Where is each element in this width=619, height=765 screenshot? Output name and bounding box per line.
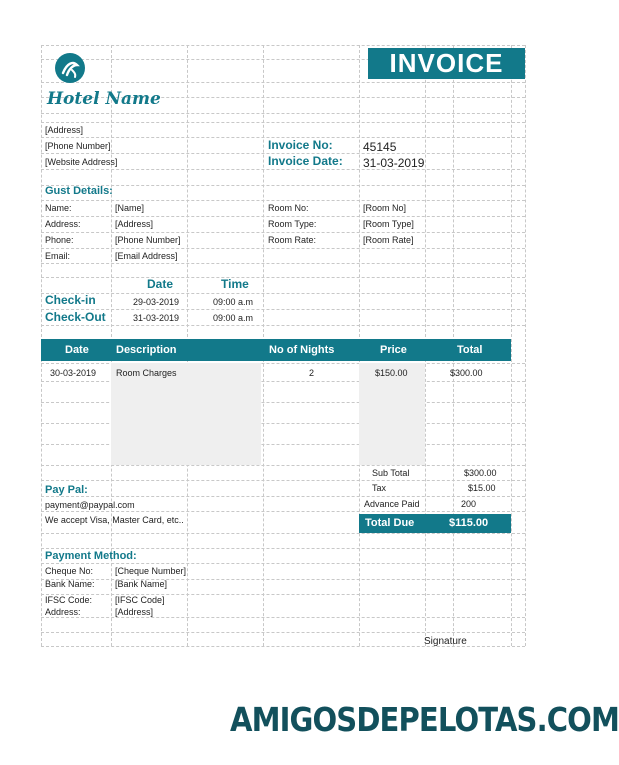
col-header-nights: No of Nights (269, 344, 335, 356)
tax-label: Tax (372, 483, 387, 493)
ifsc-value: [IFSC Code] (115, 595, 165, 605)
room-rate-value: [Room Rate] (363, 235, 414, 245)
row-price: $150.00 (375, 368, 408, 378)
col-header-price: Price (380, 344, 407, 356)
guest-address-label: Address: (45, 219, 81, 229)
col-header-total: Total (457, 344, 483, 356)
paypal-cards: We accept Visa, Master Card, etc.. (45, 515, 184, 525)
guest-email-label: Email: (45, 251, 71, 261)
cheque-value: [Cheque Number] (115, 566, 187, 576)
ifsc-label: IFSC Code: (45, 595, 93, 605)
paypal-email: payment@paypal.com (45, 500, 135, 510)
hotel-logo-icon (55, 53, 85, 83)
stay-date-header: Date (147, 277, 174, 291)
advance-paid-label: Advance Paid (364, 499, 420, 509)
hotel-name: Hotel Name (47, 89, 161, 109)
room-rate-label: Room Rate: (268, 235, 317, 245)
guest-phone-value: [Phone Number] (115, 235, 181, 245)
watermark-text: AMIGOSDEPELOTAS.COM (230, 700, 619, 739)
cheque-label: Cheque No: (45, 566, 94, 576)
guest-details-title: Gust Details: (45, 185, 113, 197)
row-description: Room Charges (116, 368, 177, 378)
subtotal-label: Sub Total (372, 468, 410, 478)
stay-time-header: Time (221, 277, 249, 291)
row-total: $300.00 (450, 368, 483, 378)
payment-address-value: [Address] (115, 607, 154, 617)
room-type-value: [Room Type] (363, 219, 414, 229)
hotel-phone: [Phone Number] (45, 141, 111, 151)
paypal-title: Pay Pal: (45, 484, 88, 496)
total-due-bar (359, 514, 511, 533)
hotel-website: [Website Address] (45, 157, 118, 167)
checkout-time: 09:00 a.m (213, 313, 254, 323)
room-type-label: Room Type: (268, 219, 317, 229)
payment-method-title: Payment Method: (45, 550, 137, 562)
row-date: 30-03-2019 (50, 368, 97, 378)
invoice-sheet (41, 45, 525, 646)
invoice-date-label: Invoice Date: (268, 154, 343, 168)
invoice-title: INVOICE (368, 48, 525, 79)
guest-address-value: [Address] (115, 219, 154, 229)
advance-paid-value: 200 (461, 499, 477, 509)
checkout-label: Check-Out (45, 310, 106, 324)
payment-address-label: Address: (45, 607, 81, 617)
invoice-no-label: Invoice No: (268, 138, 333, 152)
row-nights: 2 (309, 368, 315, 378)
signature-label: Signature (424, 636, 467, 647)
guest-email-value: [Email Address] (115, 251, 178, 261)
hotel-address: [Address] (45, 125, 84, 135)
checkin-date: 29-03-2019 (133, 297, 180, 307)
items-table-header (41, 339, 511, 361)
col-header-description: Description (116, 344, 177, 356)
guest-name-label: Name: (45, 203, 72, 213)
guest-phone-label: Phone: (45, 235, 74, 245)
invoice-date-value: 31-03-2019 (363, 156, 425, 170)
total-due-value: $115.00 (449, 517, 489, 529)
room-no-value: [Room No] (363, 203, 407, 213)
room-no-label: Room No: (268, 203, 309, 213)
total-due-label: Total Due (365, 517, 415, 529)
tax-value: $15.00 (468, 483, 496, 493)
bank-value: [Bank Name] (115, 579, 168, 589)
checkout-date: 31-03-2019 (133, 313, 180, 323)
col-header-date: Date (65, 344, 89, 356)
checkin-time: 09:00 a.m (213, 297, 254, 307)
subtotal-value: $300.00 (464, 468, 497, 478)
bank-label: Bank Name: (45, 579, 95, 589)
checkin-label: Check-in (45, 293, 96, 307)
invoice-no-value: 45145 (363, 140, 397, 154)
guest-name-value: [Name] (115, 203, 145, 213)
